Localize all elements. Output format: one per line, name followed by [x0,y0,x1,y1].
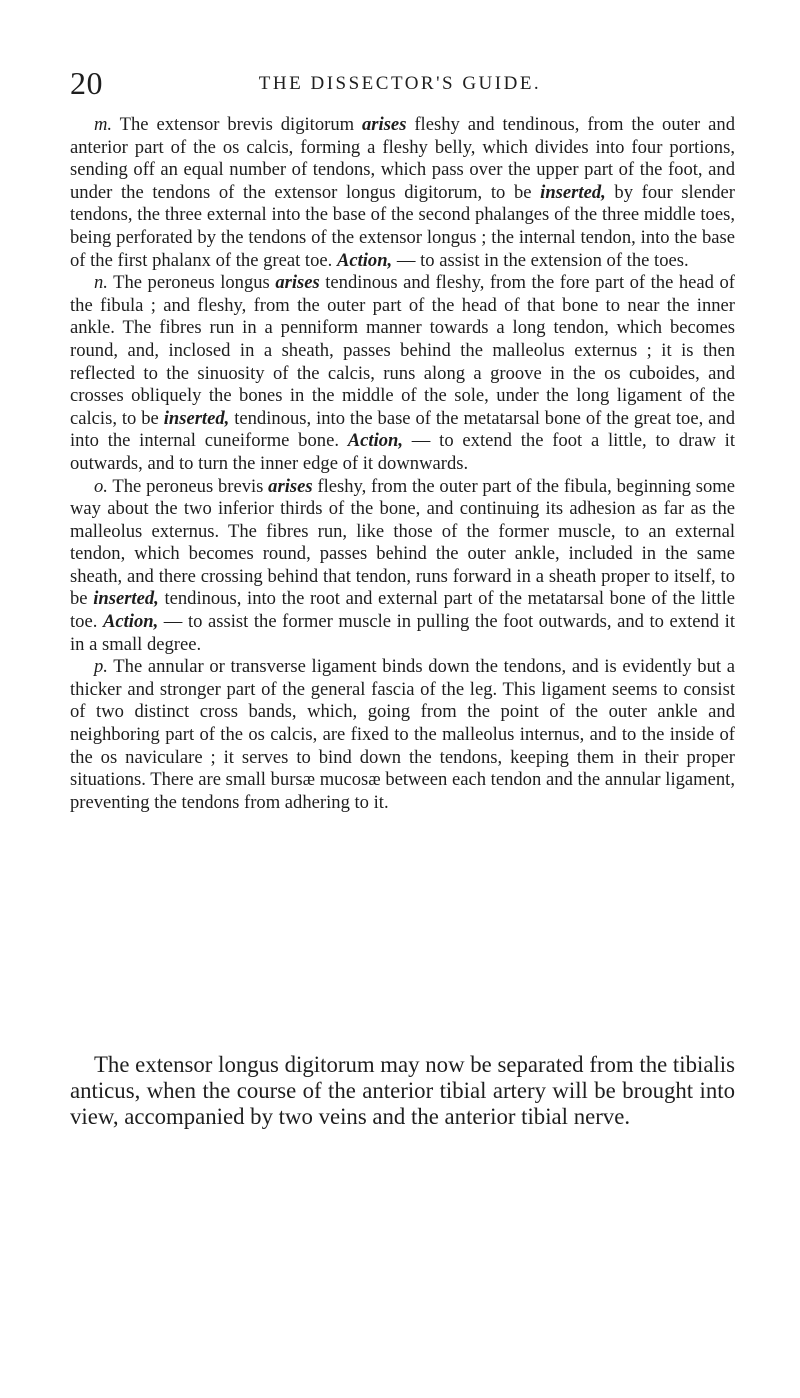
key-term: Action, [102,611,159,633]
paragraph-o: o. The peroneus brevis arises fleshy, from the outer part of the fibula, beginning some way about the two inferior thirds of the bone, and continuing its adhesion as far as the malleolus externus. The fibres run, like those of the former muscle, to an external tendon, which becomes round, passes behind the outer ankle, included in the same sheath, and there crossing behind that tendon, runs forward in a sheath proper to itself, to be inserted, tendinous, into the root and external part of the metatarsal bone of the little toe. Action, — to assist the former muscle in pulling the foot outwards, and to extend it in a small degree. [70,475,735,655]
paragraph-n: n. The peroneus longus arises tendinous and fleshy, from the fore part of the head of the fibula ; and fleshy, from the outer part of the head of that bone to near the inner ankle. The fibres run in a penniform manner towards a long tendon, which becomes round, and, inclosed in a sheath, passes behind the malleolus externus ; it is then reflected to the sinuosity of the calcis, runs along a groove in the os cuboides, and crosses obliquely the bones in the middle of the sole, under the long ligament of the calcis, to be inserted, tendinous, into the base of the metatarsal bone of the great toe, and into the internal cuneiforme bone. Action, — to extend the foot a little, to draw it outwards, and to turn the inner edge of it downwards. [70,272,735,474]
key-term: arises [268,475,313,497]
paragraph-letter: p. [94,656,108,678]
key-term: Action, [347,430,404,452]
key-term: arises [275,272,320,294]
key-term: arises [362,114,407,135]
closing-section [70,1052,735,1130]
key-term: inserted, [163,407,230,429]
paragraph-letter: m. [94,114,113,135]
paragraph-p: p. The annular or transverse ligament binds down the tendons, and is evidently but a thicker and stronger part of the general fascia of the leg. This ligament seems to consist of two distinct cross bands, which, going from the point of the outer ankle and neighboring part of the os calcis, are fixed to the malleolus internus, and to the inside of the os naviculare ; it serves to bind down the tendons, keeping them in their proper situations. There are small bursæ mucosæ between each tendon and the annular ligament, preventing the tendons from adhering to it. [70,656,735,813]
running-head: THE DISSECTOR'S GUIDE. [258,73,542,94]
page-number: 20 [70,65,103,101]
muscle-descriptions [70,114,735,814]
key-term: inserted, [93,588,159,610]
key-term: Action, [336,249,393,271]
key-term: inserted, [540,181,606,203]
paragraph-letter: o. [94,475,108,497]
closing-paragraph: The extensor longus digitorum may now be separated from the tibialis anticus, when the course of the anterior tibial artery will be brought into view, accompanied by two veins and the anterior tibial nerve. [70,1052,735,1129]
page-header [70,63,730,103]
paragraph-m: m. The extensor brevis digitorum arises fleshy and tendinous, from the outer and anterior part of the os calcis, forming a fleshy belly, which divides into four portions, sending off an equal number of tendons, which pass over the upper part of the foot, and under the tendons of the extensor longus digitorum, to be inserted, by four slender tendons, the three external into the base of the second phalanges of the three middle toes, being perforated by the tendons of the extensor longus ; the internal tendon, into the base of the first phalanx of the great toe. Action, — to assist in the extension of the toes. [70,114,735,271]
paragraph-letter: n. [94,272,108,294]
